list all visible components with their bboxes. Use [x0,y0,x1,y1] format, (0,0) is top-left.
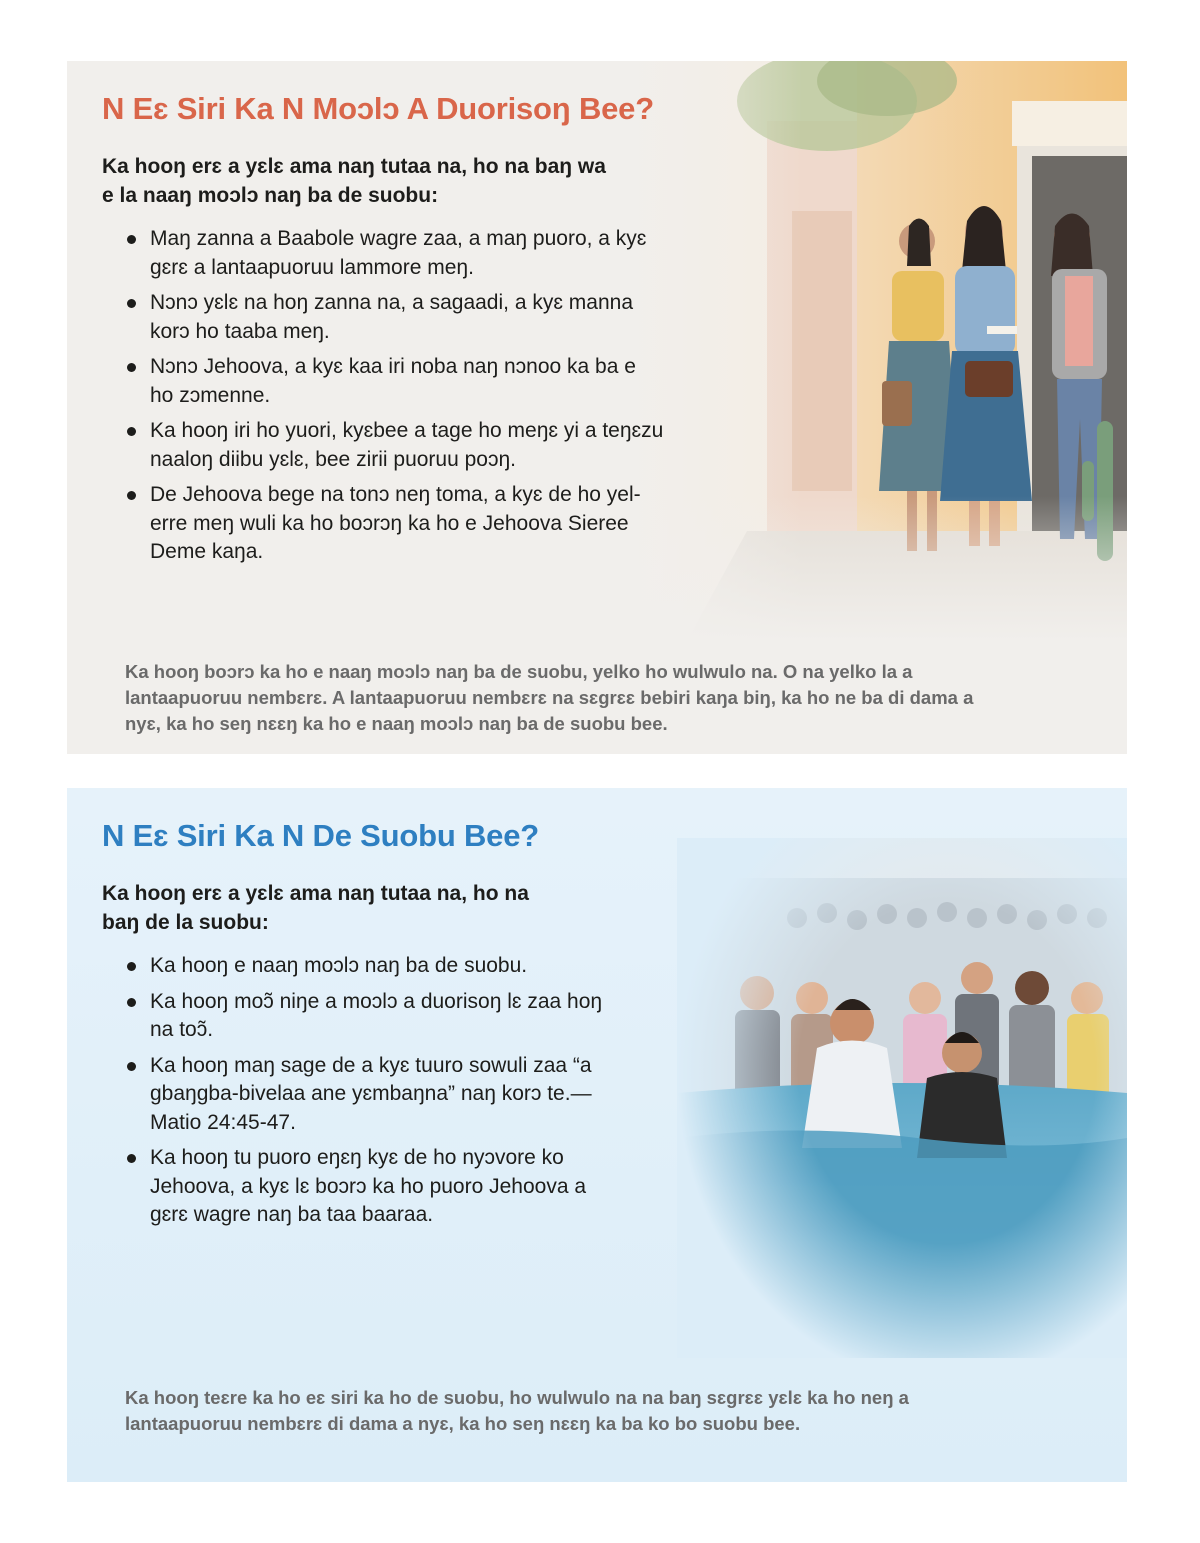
bullet-icon [127,1154,136,1163]
list-item: Ka hooŋ moɔ̃ niŋe a moɔlɔ a duorisoŋ lɛ zaa hoŋ na toɔ̃. [125,988,625,1045]
requirements-list [125,952,625,1237]
bullet-icon [127,1062,136,1071]
bullet-icon [127,235,136,244]
ministry-illustration [627,61,1127,641]
section-note: Ka hooŋ boɔrɔ ka ho e naaŋ moɔlɔ naŋ ba de suobu, yelko ho wulwulo na. O na yelko la a lantaapuoruu nembɛrɛ. A lantaapuoruu nembɛrɛ na sɛgrɛɛ bebiri kaŋa biŋ, ka ho ne ba di dama a nyɛ, ka ho seŋ nɛɛŋ ka ho e naaŋ moɔlɔ naŋ ba de suobu bee. [125,661,974,734]
list-item: Ka hooŋ e naaŋ moɔlɔ naŋ ba de suobu. [125,952,625,981]
section-intro: Ka hooŋ erɛ a yɛlɛ ama naŋ tutaa na, ho na baŋ de la suobu: [102,882,529,934]
list-item: Nɔnɔ yɛlɛ na hoŋ zanna na, a sagaadi, a kyɛ manna korɔ ho taaba meŋ. [125,289,665,346]
bullet-icon [127,962,136,971]
section-title: N Eɛ Siri Ka N De Suobu Bee? [102,818,539,853]
bullet-icon [127,491,136,500]
bullet-icon [127,363,136,372]
bullet-icon [127,299,136,308]
publisher-section [67,61,1127,754]
section-note: Ka hooŋ teɛre ka ho eɛ siri ka ho de suobu, ho wulwulo na na baŋ sɛgrɛɛ yɛlɛ ka ho neŋ a lantaapuoruu nembɛrɛ di dama a nyɛ, ka ho seŋ nɛɛŋ ka ba ko bo suobu bee. [125,1387,909,1434]
list-item: Ka hooŋ tu puoro eŋɛŋ kyɛ de ho nyɔvore ko Jehoova, a kyɛ lɛ boɔrɔ ka ho puoro Jehoova a gɛrɛ wagre naŋ ba taa baaraa. [125,1144,625,1230]
list-item: Ka hooŋ iri ho yuori, kyɛbee a tage ho meŋɛ yi a teŋɛzu naaloŋ diibu yɛlɛ, bee zirii puoruu poɔŋ. [125,417,665,474]
requirements-list [125,225,665,574]
section-intro: Ka hooŋ erɛ a yɛlɛ ama naŋ tutaa na, ho na baŋ wa e la naaŋ moɔlɔ naŋ ba de suobu: [102,155,606,207]
list-item: De Jehoova bege na tonɔ neŋ toma, a kyɛ de ho yel-erre meŋ wuli ka ho boɔrɔŋ ka ho e Jehoova Sieree Deme kaŋa. [125,481,665,567]
list-item: Ka hooŋ maŋ sage de a kyɛ tuuro sowuli zaa “a gbaŋgba-bivelaa ane yɛmbaŋna” naŋ korɔ te.—Matio 24:45-47. [125,1052,625,1138]
baptism-section [67,788,1127,1482]
list-item: Maŋ zanna a Baabole wagre zaa, a maŋ puoro, a kyɛ gɛrɛ a lantaapuoruu lammore meŋ. [125,225,665,282]
baptism-illustration [677,838,1127,1358]
list-item: Nɔnɔ Jehoova, a kyɛ kaa iri noba naŋ nɔnoo ka ba e ho zɔmenne. [125,353,665,410]
bullet-icon [127,427,136,436]
bullet-icon [127,998,136,1007]
section-title: N Eɛ Siri Ka N Moɔlɔ A Duorisoŋ Bee? [102,91,654,126]
